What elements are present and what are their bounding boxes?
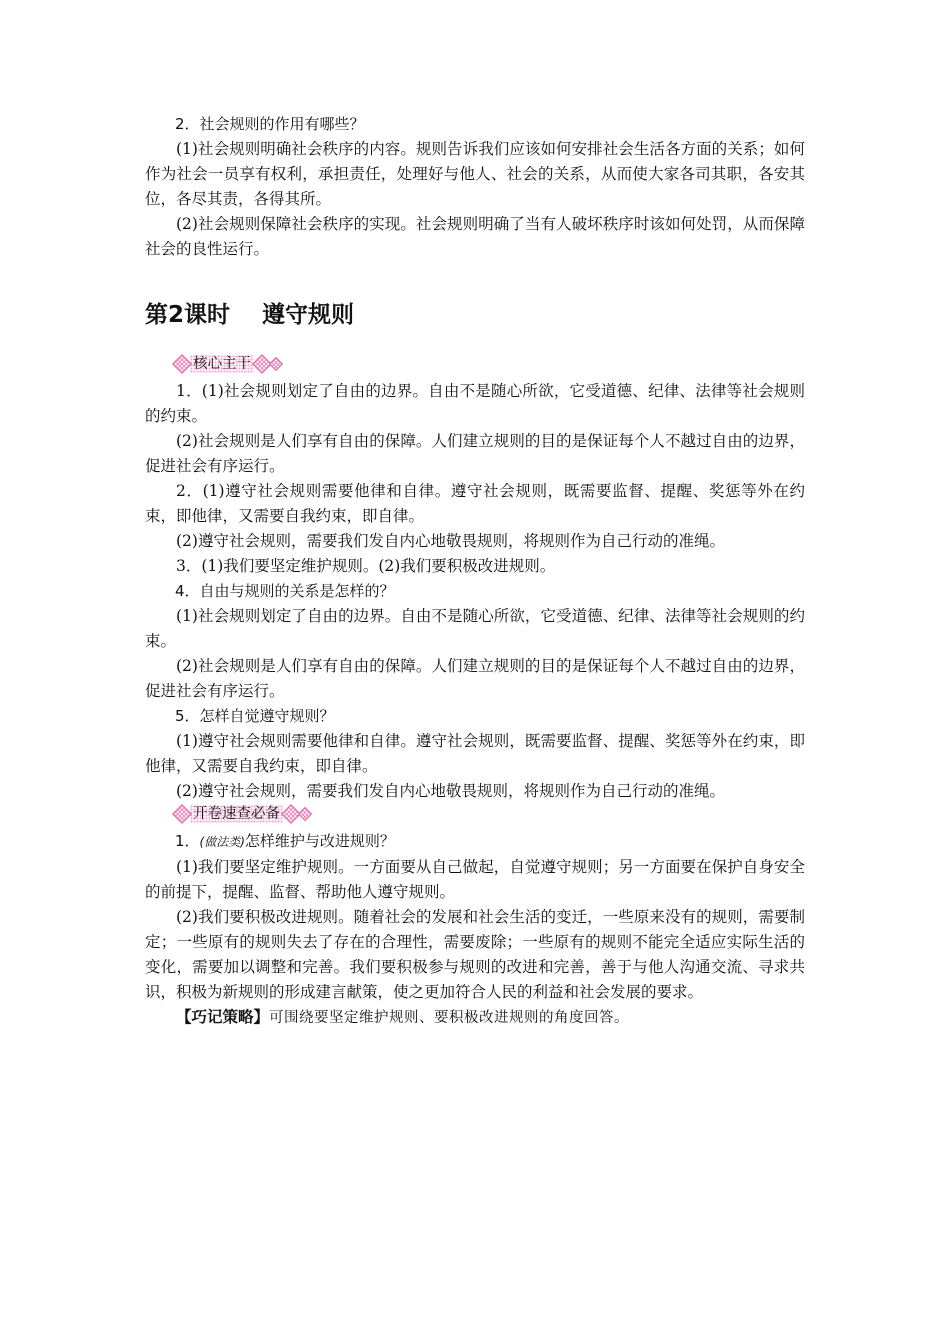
pink-diamond-icon: [172, 804, 192, 824]
core-item: 1．(1)社会规则划定了自由的边界。自由不是随心所欲，它受道德、纪律、法律等社会规则的约束。: [145, 382, 805, 425]
core-item: 2．(1)遵守社会规则需要他律和自律。遵守社会规则，既需要监督、提醒、奖惩等外在约束，即他律，又需要自我约束，即自律。: [145, 482, 805, 525]
question-4-heading: 4．自由与规则的关系是怎样的？: [175, 582, 395, 600]
memory-tip-label: 【巧记策略】: [176, 1008, 270, 1026]
pink-diamond-icon: [298, 807, 312, 821]
memory-tip-text: 可围绕要坚定维护规则、要积极改进规则的角度回答。: [269, 1010, 630, 1026]
pink-diamond-icon: [172, 354, 192, 374]
question-text: 怎样维护与改进规则？: [244, 832, 395, 850]
core-section-banner: [175, 354, 281, 374]
memory-tip: [145, 1005, 805, 1031]
question-type-tag: (做法类): [199, 835, 245, 849]
answer-paragraph: (2)社会规则保障社会秩序的实现。社会规则明确了当有人破坏秩序时该如何处罚，从而保障社会的良性运行。: [145, 215, 805, 258]
document-content: [145, 112, 805, 1031]
lesson-title: 第2课时 遵守规则: [145, 302, 355, 328]
answer-paragraph: (2)我们要积极改进规则。随着社会的发展和社会生活的变迁，一些原来没有的规则，需要制定；一些原有的规则失去了存在的合理性，需要废除；一些原有的规则不能完全适应实际生活的变化，需要加以调整和完善。我们要积极参与规则的改进和完善，善于与他人沟通交流、寻求共识，积极为新规则的形成建言献策，使之更加符合人民的利益和社会发展的要求。: [145, 908, 805, 1001]
answer-paragraph: (1)遵守社会规则需要他律和自律。遵守社会规则，既需要监督、提醒、奖惩等外在约束，即他律，又需要自我约束，即自律。: [145, 732, 805, 775]
core-item: (2)遵守社会规则，需要我们发自内心地敬畏规则，将规则作为自己行动的准绳。: [176, 532, 725, 550]
pink-diamond-icon: [269, 357, 283, 371]
question-number: 1．: [175, 832, 200, 850]
open-book-section-banner: [175, 804, 310, 824]
answer-paragraph: (2)遵守社会规则，需要我们发自内心地敬畏规则，将规则作为自己行动的准绳。: [176, 782, 725, 800]
open-book-question-1: [145, 829, 805, 855]
core-section-title: 核心主干: [190, 355, 254, 373]
answer-paragraph: (1)社会规则划定了自由的边界。自由不是随心所欲，它受道德、纪律、法律等社会规则的约束。: [145, 607, 805, 650]
open-book-section-title: 开卷速查必备: [190, 805, 283, 823]
answer-paragraph: (1)社会规则明确社会秩序的内容。规则告诉我们应该如何安排社会生活各方面的关系；如何作为社会一员享有权利，承担责任，处理好与他人、社会的关系，从而使大家各司其职，各安其位，各尽其责，各得其所。: [145, 140, 805, 208]
question-2-heading: 2．社会规则的作用有哪些？: [175, 115, 365, 133]
question-5-heading: 5．怎样自觉遵守规则？: [175, 707, 335, 725]
core-item: 3．(1)我们要坚定维护规则。(2)我们要积极改进规则。: [176, 557, 556, 575]
core-item: (2)社会规则是人们享有自由的保障。人们建立规则的目的是保证每个人不越过自由的边界，促进社会有序运行。: [145, 432, 805, 475]
answer-paragraph: (1)我们要坚定维护规则。一方面要从自己做起，自觉遵守规则；另一方面要在保护自身安全的前提下，提醒、监督、帮助他人遵守规则。: [145, 858, 805, 901]
answer-paragraph: (2)社会规则是人们享有自由的保障。人们建立规则的目的是保证每个人不越过自由的边界，促进社会有序运行。: [145, 657, 805, 700]
